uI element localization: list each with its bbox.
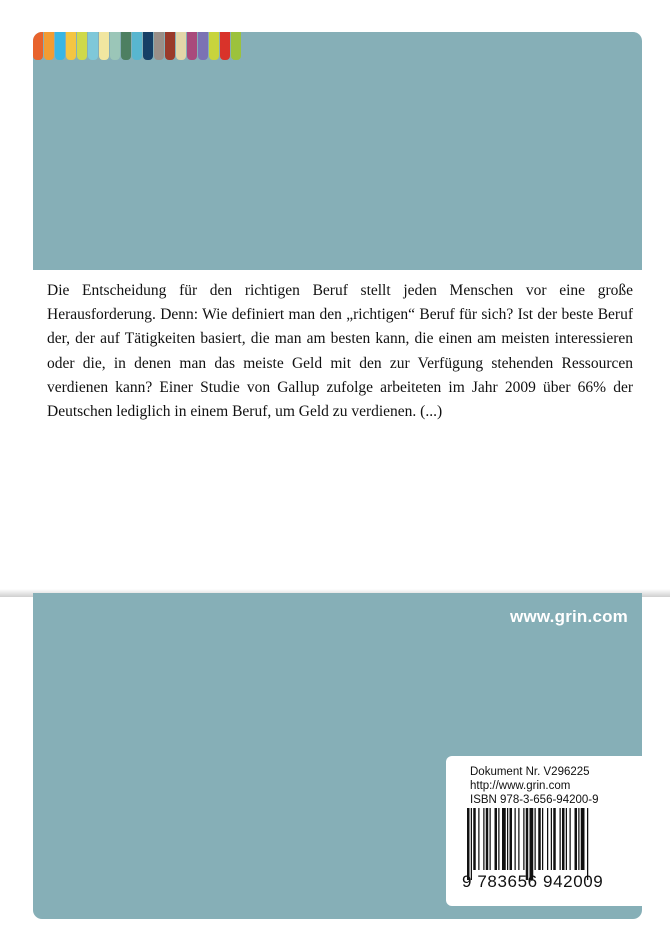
barcode-bar bbox=[538, 808, 541, 870]
barcode-bar bbox=[515, 808, 516, 870]
color-tab bbox=[154, 32, 164, 60]
barcode-bar bbox=[530, 808, 534, 880]
barcode-bar bbox=[587, 808, 588, 880]
color-tab bbox=[55, 32, 65, 60]
barcode-bar bbox=[498, 808, 499, 870]
color-tab bbox=[198, 32, 208, 60]
color-tab bbox=[187, 32, 197, 60]
color-tab bbox=[66, 32, 76, 60]
barcode-bar bbox=[560, 808, 561, 870]
color-tab bbox=[88, 32, 98, 60]
barcode-bar bbox=[510, 808, 513, 870]
barcode-bar bbox=[570, 808, 571, 870]
barcode-bar bbox=[502, 808, 506, 870]
top-color-panel bbox=[33, 32, 642, 270]
barcode-bar bbox=[535, 808, 536, 870]
barcode-digits: 9 783656 942009 bbox=[462, 872, 604, 891]
document-number: Dokument Nr. V296225 bbox=[470, 766, 590, 778]
document-info bbox=[470, 765, 599, 807]
color-tab bbox=[77, 32, 87, 60]
color-tab bbox=[209, 32, 219, 60]
barcode-bar bbox=[542, 808, 543, 870]
barcode-bar bbox=[486, 808, 489, 870]
barcode-bar bbox=[473, 808, 476, 870]
color-tab bbox=[121, 32, 131, 60]
barcode-bar bbox=[478, 808, 479, 870]
barcode-bar bbox=[575, 808, 578, 870]
barcode-bar bbox=[483, 808, 484, 870]
publisher-website[interactable]: www.grin.com bbox=[510, 607, 628, 626]
document-url[interactable]: http://www.grin.com bbox=[470, 780, 571, 792]
barcode-bar bbox=[553, 808, 556, 870]
barcode-bar bbox=[507, 808, 508, 870]
barcode-bar bbox=[581, 808, 585, 870]
color-tab bbox=[132, 32, 142, 60]
color-tab bbox=[110, 32, 120, 60]
barcode-bar bbox=[566, 808, 567, 870]
barcode-bar bbox=[578, 808, 579, 870]
barcode-bar bbox=[526, 808, 529, 880]
barcode-icon bbox=[466, 808, 630, 880]
color-tab bbox=[220, 32, 230, 60]
color-strip bbox=[33, 32, 242, 60]
isbn: ISBN 978-3-656-94200-9 bbox=[470, 794, 599, 806]
book-blurb: Die Entscheidung für den richtigen Beruf stellt jeden Menschen vor eine große Herausforderung. Denn: Wie definiert man den „richtigen“ Beruf für sich? Ist der beste Beruf der, der auf Tätigkeiten basiert, die man am besten kann, die einen am meisten interessieren oder die, in denen man das meiste Geld mit den zur Verfügung stehenden Ressourcen verdienen kann? Einer Studie von Gallup zufolge arbeiteten im Jahr 2009 über 66% der Deutschen lediglich in einem Beruf, um Geld zu verdienen. (...) bbox=[47, 282, 633, 421]
barcode-bar bbox=[495, 808, 498, 870]
barcode-bar bbox=[551, 808, 552, 870]
barcode-bar bbox=[518, 808, 519, 870]
color-tab bbox=[143, 32, 153, 60]
barcode-bar bbox=[523, 808, 524, 870]
color-tab bbox=[33, 32, 43, 60]
barcode-bar bbox=[490, 808, 491, 870]
barcode-bar bbox=[547, 808, 548, 870]
barcode-bar bbox=[471, 808, 472, 880]
barcode-bar bbox=[562, 808, 565, 870]
color-tab bbox=[99, 32, 109, 60]
color-tab bbox=[231, 32, 241, 60]
barcode-bar bbox=[467, 808, 470, 880]
color-tab bbox=[165, 32, 175, 60]
color-tab bbox=[44, 32, 54, 60]
color-tab bbox=[176, 32, 186, 60]
